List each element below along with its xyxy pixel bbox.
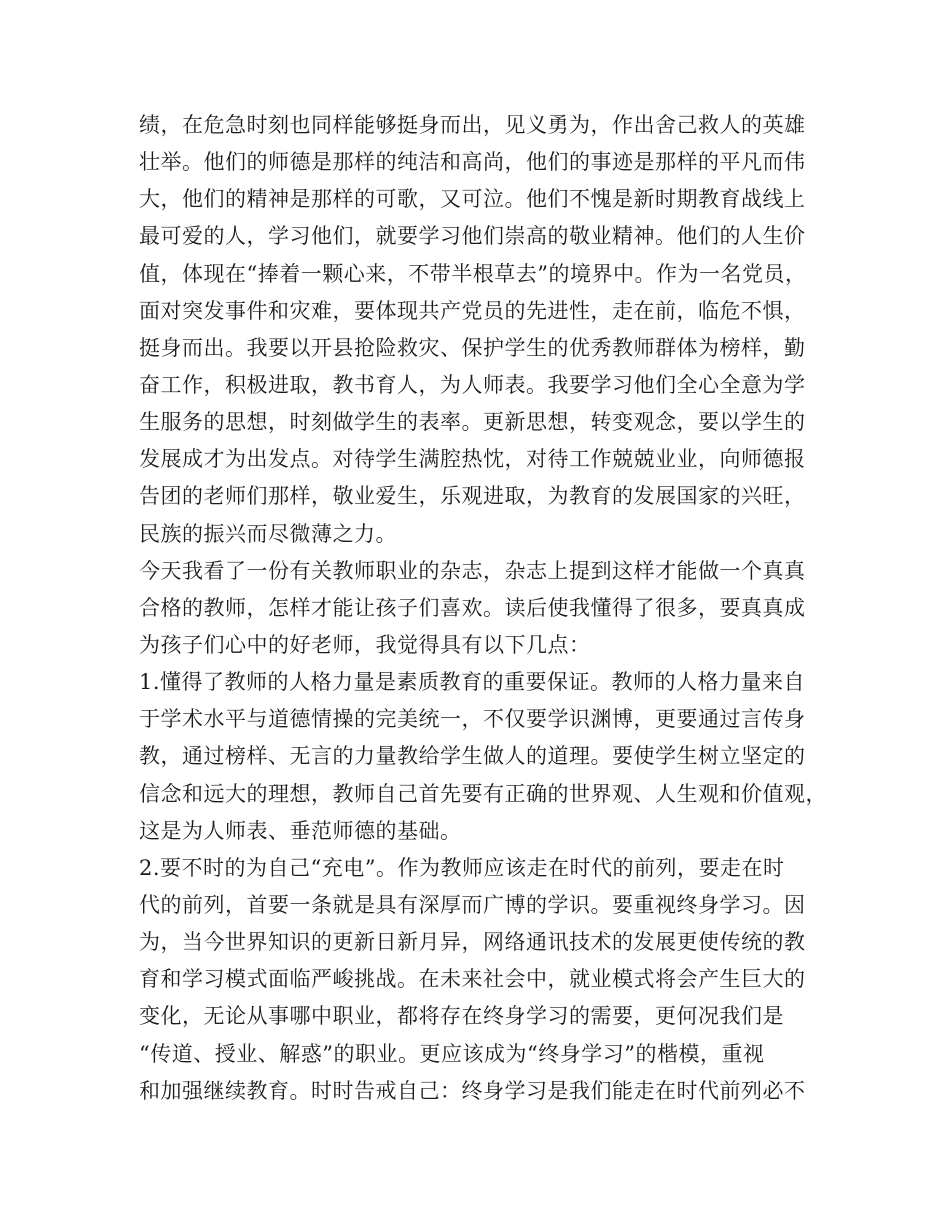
text-line: 1.懂得了教师的人格力量是素质教育的重要保证。教师的人格力量来自 (139, 670, 806, 695)
body-text (139, 107, 829, 1110)
text-line: 壮举。他们的师德是那样的纯洁和高尚，他们的事迹是那样的平凡而伟 (139, 150, 806, 175)
text-line: 合格的教师，怎样才能让孩子们喜欢。读后使我懂得了很多，要真真成 (139, 595, 806, 620)
text-line: 2.要不时的为自己“充电”。作为教师应该走在时代的前列，要走在时 (139, 855, 785, 880)
text-line: 育和学习模式面临严峻挑战。在未来社会中，就业模式将会产生巨大的 (139, 967, 806, 992)
text-line: 变化，无论从事哪中职业，都将存在终身学习的需要，更何况我们是 (139, 1004, 784, 1029)
text-line: 为，当今世界知识的更新日新月异，网络通讯技术的发展更使传统的教 (139, 930, 806, 955)
text-line: 面对突发事件和灾难，要体现共产党员的先进性，走在前，临危不惧， (139, 298, 806, 323)
text-line: 于学术水平与道德情操的完美统一，不仅要学识渊博，更要通过言传身 (139, 707, 806, 732)
text-line: “传道、授业、解惑”的职业。更应该成为“终身学习”的楷模，重视 (139, 1041, 765, 1066)
text-line: 信念和远大的理想，教师自己首先要有正确的世界观、人生观和价值观， (139, 781, 827, 806)
text-line: 为孩子们心中的好老师，我觉得具有以下几点： (139, 632, 591, 657)
text-line: 最可爱的人，学习他们，就要学习他们崇高的敬业精神。他们的人生价 (139, 224, 806, 249)
text-line: 民族的振兴而尽微薄之力。 (139, 521, 397, 546)
text-line: 生服务的思想，时刻做学生的表率。更新思想，转变观念，要以学生的 (139, 410, 806, 435)
text-line: 告团的老师们那样，敬业爱生，乐观进取，为教育的发展国家的兴旺， (139, 484, 806, 509)
text-line: 挺身而出。我要以开县抢险救灾、保护学生的优秀教师群体为榜样，勤 (139, 335, 806, 360)
text-line: 代的前列，首要一条就是具有深厚而广博的学识。要重视终身学习。因 (139, 892, 806, 917)
text-line: 发展成才为出发点。对待学生满腔热忱，对待工作兢兢业业，向师德报 (139, 447, 806, 472)
text-line: 今天我看了一份有关教师职业的杂志，杂志上提到这样才能做一个真真 (139, 558, 806, 583)
text-line: 大，他们的精神是那样的可歌，又可泣。他们不愧是新时期教育战线上 (139, 187, 806, 212)
text-line: 这是为人师表、垂范师德的基础。 (139, 818, 462, 843)
text-line: 绩，在危急时刻也同样能够挺身而出，见义勇为，作出舍己救人的英雄 (139, 113, 806, 137)
text-line: 教，通过榜样、无言的力量教给学生做人的道理。要使学生树立坚定的 (139, 744, 806, 769)
text-line: 奋工作，积极进取，教书育人，为人师表。我要学习他们全心全意为学 (139, 372, 806, 397)
text-line: 值，体现在“捧着一颗心来，不带半根草去”的境界中。作为一名党员， (139, 261, 807, 286)
text-line: 和加强继续教育。时时告戒自己：终身学习是我们能走在时代前列必不 (139, 1078, 806, 1103)
